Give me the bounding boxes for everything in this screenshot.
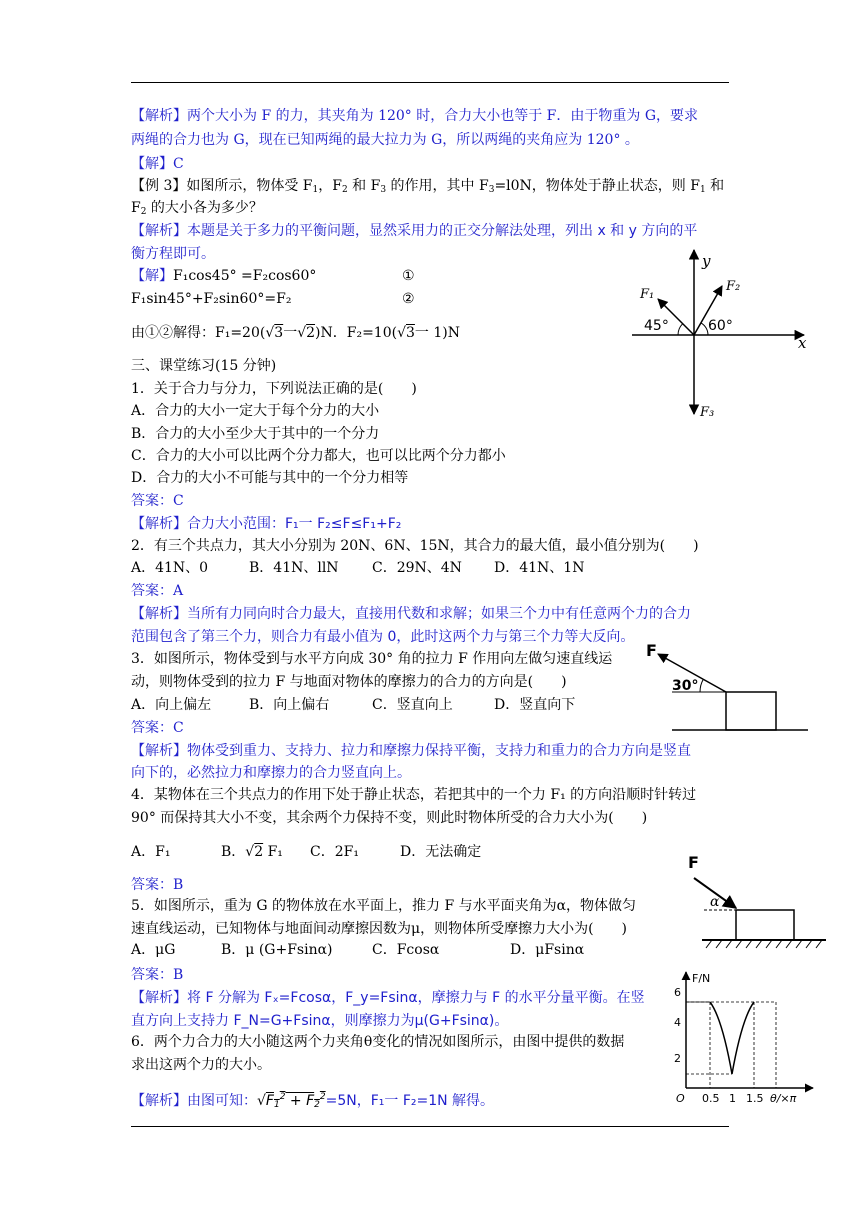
- block: [726, 692, 776, 730]
- header-rule: [131, 82, 729, 83]
- q6-analysis: 【解析】由图可知：$√F_1^2 + F_2^2=5N$，F₁一 F₂=1N 解得。: [131, 1092, 495, 1110]
- q5-stem: 速直线运动，已知物体与地面间动摩擦因数为μ，则物体所受摩擦力大小为( ): [131, 921, 628, 937]
- q6-stem: 6．两个力合力的大小随这两个力夹角θ变化的情况如图所示，由图中提供的数据: [131, 1034, 625, 1050]
- graph-x-label: θ/×π: [770, 1092, 797, 1105]
- q3-analysis: 向下的，必然拉力和摩擦力的合力竖直向上。: [131, 765, 411, 781]
- force-diagram-example-3: [628, 244, 814, 428]
- q1-answer: 答案：C: [131, 493, 184, 509]
- example-3-question: $F_2$ 的大小各为多少？: [131, 200, 263, 217]
- q4-answer: 答案：B: [131, 877, 184, 893]
- x-label: x: [798, 334, 807, 352]
- sqrt-2: √2: [245, 844, 264, 860]
- q1-stem: 1．关于合力与分力，下列说法正确的是( ): [131, 381, 417, 397]
- force-f-label: F: [688, 853, 699, 872]
- angle-label: 30°: [672, 678, 699, 694]
- equation-2: F₁sin45°+F₂sin60°=F₂: [131, 291, 292, 307]
- q2-option-c: C．29N、4N: [372, 560, 462, 576]
- q2-analysis: 范围包含了第三个力，则合力有最小值为 0，此时这两个力与第三个力等大反向。: [131, 629, 635, 645]
- q2-analysis: 【解析】当所有力同向时合力最大，直接用代数和求解；如果三个力中有任意两个力的合力: [131, 606, 691, 622]
- q3-option-b: B．向上偏右: [249, 697, 330, 713]
- q4-option-a: A．F₁: [131, 844, 171, 860]
- q5-diagram: [680, 852, 830, 956]
- q2-option-b: B．41N、llN: [249, 560, 339, 576]
- q5-analysis: 【解析】将 F 分解为 Fₓ=Fcosα，F_y=Fsinα，摩擦力与 F 的水平分量平衡。在竖: [131, 990, 645, 1006]
- analysis-line: 【解析】两个大小为 F 的力，其夹角为 120° 时，合力大小也等于 F．由于物重为 G，要求: [131, 108, 699, 124]
- q2-option-d: D．41N、1N: [494, 560, 585, 576]
- graph-y-label: F/N: [692, 972, 711, 985]
- q3-diagram: [640, 636, 810, 736]
- example-3-analysis: 衡方程即可。: [131, 246, 215, 262]
- angle-45: 45°: [644, 318, 669, 334]
- q4-stem: 4．某物体在三个共点力的作用下处于静止状态，若把其中的一个力 F₁ 的方向沿顺时针转过: [131, 787, 697, 803]
- x-tick-1.5: 1.5: [746, 1092, 764, 1105]
- q3-option-c: C．竖直向上: [372, 697, 453, 713]
- equation-1-number: ①: [402, 268, 415, 284]
- result-line: 由①②解得：F₁=20(√3一√2)N．F₂=10(√3一 1)N: [131, 325, 460, 341]
- analysis-line: 两绳的合力也为 G，现在已知两绳的最大拉力为 G，所以两绳的夹角应为 120° 。: [131, 132, 639, 148]
- y-tick-4: 4: [674, 1016, 681, 1029]
- guide-lines: [686, 1002, 776, 1088]
- equation-2-number: ②: [402, 291, 415, 307]
- sqrt-2: √2: [297, 325, 316, 341]
- q3-answer: 答案：C: [131, 720, 184, 736]
- q3-option-a: A．向上偏左: [131, 697, 212, 713]
- q1-option-c: C．合力的大小可以比两个分力都大，也可以比两个分力都小: [131, 448, 506, 464]
- x-tick-1: 1: [729, 1092, 736, 1105]
- answer-line: 【解】C: [131, 156, 184, 172]
- q5-answer: 答案：B: [131, 967, 184, 983]
- q6-graph: [668, 966, 818, 1106]
- q6-stem: 求出这两个力的大小。: [131, 1057, 271, 1073]
- alpha-label: α: [710, 894, 720, 910]
- q4-stem: 90° 而保持其大小不变，其余两个力保持不变，则此时物体所受的合力大小为( ): [131, 810, 648, 826]
- q2-answer: 答案：A: [131, 583, 184, 599]
- q4-option-b: B．√2 F₁: [221, 844, 283, 860]
- origin-label: O: [676, 1092, 685, 1105]
- f3-label: F₃: [700, 405, 715, 420]
- sqrt-3: √3: [265, 325, 284, 341]
- q5-analysis: 直方向上支持力 F_N=G+Fsinα，则摩擦力为μ(G+Fsinα)。: [131, 1013, 509, 1029]
- q1-option-d: D．合力的大小不可能与其中的一个分力相等: [131, 470, 409, 486]
- example-3-question: 【例 3】如图所示，物体受 $F_1$，$F_2$ 和 $F_3$ 的作用，其中 $F_3=l0N$，物体处于静止状态，则 $F_1$ 和: [131, 178, 725, 195]
- example-3-analysis: 【解析】本题是关于多力的平衡问题，显然采用力的正交分解法处理，列出 x 和 y 方向的平: [131, 223, 698, 239]
- analysis-tag: 【解析】: [131, 108, 187, 124]
- q3-stem: 3．如图所示，物体受到与水平方向成 30° 角的拉力 F 作用向左做匀速直线运: [131, 651, 613, 667]
- y-label: y: [702, 252, 711, 270]
- q4-option-c: C．2F₁: [310, 844, 359, 860]
- resultant-curve: [710, 1002, 754, 1074]
- block: [736, 910, 794, 940]
- footer-rule: [131, 1126, 729, 1127]
- q1-option-b: B．合力的大小至少大于其中的一个分力: [131, 426, 380, 442]
- ground-hatching: [706, 940, 822, 948]
- sqrt-3: √3: [397, 325, 415, 341]
- section-heading: 三、课堂练习(15 分钟): [131, 358, 277, 374]
- sqrt-formula: $√F_1^2 + F_2^2$: [257, 1092, 326, 1110]
- f1-label: F₁: [640, 287, 655, 302]
- q5-option-b: B．μ (G+Fsinα): [221, 942, 333, 958]
- q5-option-c: C．Fcosα: [372, 942, 440, 958]
- q3-analysis: 【解析】物体受到重力、支持力、拉力和摩擦力保持平衡，支持力和重力的合力方向是竖直: [131, 743, 691, 759]
- q1-option-a: A．合力的大小一定大于每个分力的大小: [131, 403, 380, 419]
- q2-stem: 2．有三个共点力，其大小分别为 20N、6N、15N，其合力的最大值，最小值分别为( ): [131, 538, 699, 554]
- q4-option-d: D．无法确定: [400, 844, 482, 860]
- x-tick-0.5: 0.5: [702, 1092, 720, 1105]
- force-f-label: F: [646, 641, 657, 660]
- y-tick-6: 6: [674, 986, 681, 999]
- equation-1: 【解】F₁cos45° =F₂cos60°: [131, 268, 317, 284]
- q2-option-a: A．41N、0: [131, 560, 209, 576]
- angle-60: 60°: [708, 318, 733, 334]
- q5-option-a: A．μG: [131, 942, 176, 958]
- y-tick-2: 2: [674, 1052, 681, 1065]
- q1-analysis: 【解析】合力大小范围：F₁一 F₂≤F≤F₁+F₂: [131, 516, 402, 532]
- f2-label: F₂: [726, 279, 741, 294]
- q5-option-d: D．μFsinα: [510, 942, 585, 958]
- q3-stem: 动，则物体受到的拉力 F 与地面对物体的摩擦力的合力的方向是( ): [131, 674, 567, 690]
- q5-stem: 5．如图所示，重为 G 的物体放在水平面上，推力 F 与水平面夹角为α，物体做匀: [131, 898, 637, 914]
- q3-option-d: D．竖直向下: [494, 697, 576, 713]
